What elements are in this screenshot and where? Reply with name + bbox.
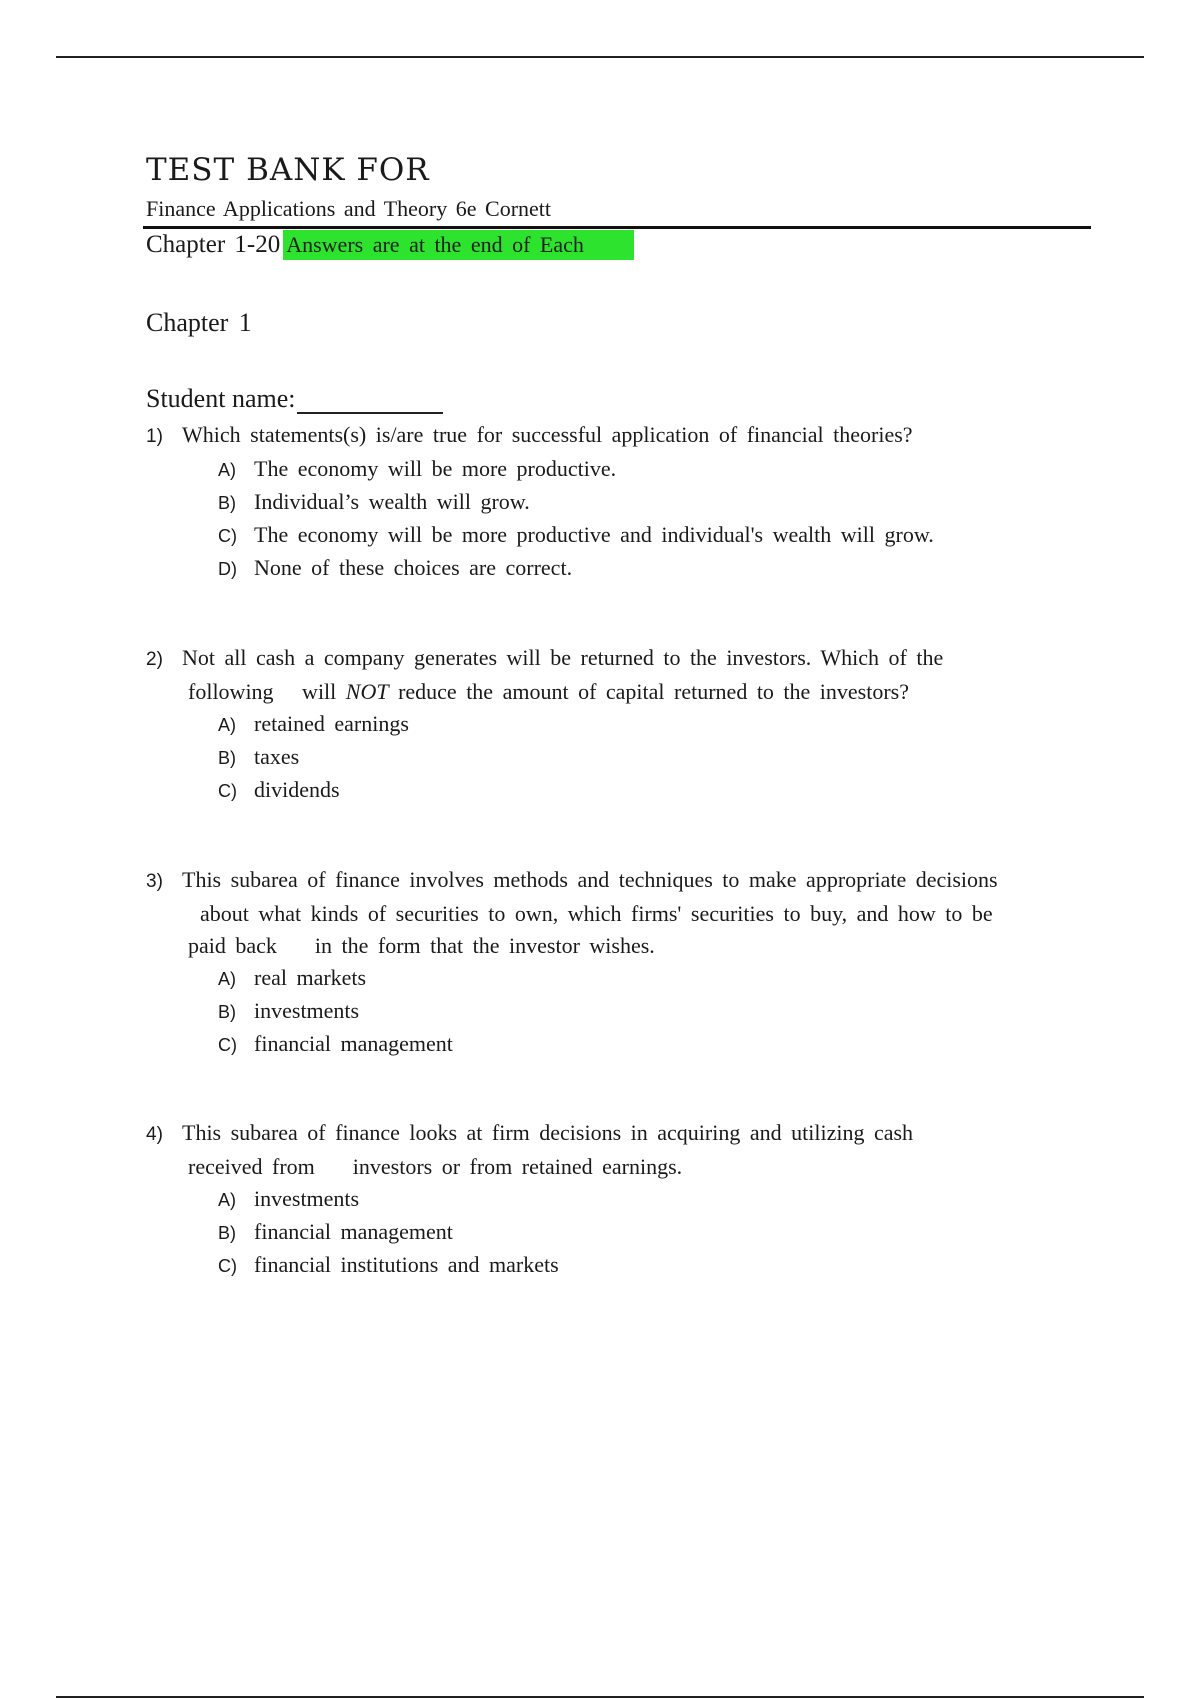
question-text: This subarea of finance involves methods and techniques to make appropriate decisions (182, 867, 998, 892)
question-number: 2) (146, 649, 163, 670)
option-text: investments (254, 1186, 360, 1211)
option-b: B) financial management (218, 1219, 453, 1244)
option-b: B) Individual’s wealth will grow. (218, 489, 530, 514)
student-name-blank (297, 386, 443, 414)
bottom-rule (56, 1696, 1144, 1698)
question-text-continued: received from investors or from retained earnings. (188, 1154, 683, 1179)
option-text: None of these choices are correct. (254, 555, 573, 580)
answer-options (218, 962, 1076, 1061)
question-text: Not all cash a company generates will be returned to the investors. Which of the (182, 645, 944, 670)
option-text: dividends (254, 777, 340, 802)
option-c: C) financial management (218, 1031, 453, 1056)
option-a: A) investments (218, 1186, 360, 1211)
question-4 (146, 1117, 1076, 1282)
option-b: B) investments (218, 998, 360, 1023)
option-c: C) dividends (218, 777, 340, 802)
option-text: The economy will be more productive. (254, 456, 617, 481)
option-text: Individual’s wealth will grow. (254, 489, 530, 514)
question-number: 4) (146, 1124, 163, 1145)
question-text: Which statements(s) is/are true for successful application of financial theories? (182, 422, 913, 447)
top-rule (56, 56, 1144, 58)
question-number: 1) (146, 426, 163, 447)
question-text-continued: following will NOT reduce the amount of capital returned to the investors? (188, 679, 910, 704)
option-text: taxes (254, 744, 300, 769)
option-text: financial institutions and markets (254, 1252, 559, 1277)
question-text-continued: about what kinds of securities to own, which firms' securities to buy, and how to be (200, 901, 993, 926)
question-3 (146, 864, 1076, 1061)
chapter-range: Chapter 1-20 (146, 231, 281, 258)
option-text: financial management (254, 1031, 453, 1056)
question-1 (146, 419, 1076, 585)
question-text: This subarea of finance looks at firm decisions in acquiring and utilizing cash (182, 1120, 914, 1145)
option-a: A) The economy will be more productive. (218, 456, 617, 481)
option-c: C) financial institutions and markets (218, 1252, 559, 1277)
option-text: financial management (254, 1219, 453, 1244)
option-text: The economy will be more productive and individual's wealth will grow. (254, 522, 934, 547)
document-header (146, 150, 1091, 261)
document-title: TEST BANK FOR (146, 152, 430, 188)
question-number: 3) (146, 871, 163, 892)
chapter-range-line (146, 229, 1091, 261)
option-c: C) The economy will be more productive and individual's wealth will grow. (218, 522, 934, 547)
answers-note-highlight: Answers are at the end of Each (283, 230, 634, 260)
answer-options (218, 708, 1076, 807)
answer-options (218, 1183, 1076, 1282)
option-a: A) retained earnings (218, 711, 409, 736)
book-subtitle: Finance Applications and Theory 6e Cornett (146, 196, 552, 221)
option-text: real markets (254, 965, 367, 990)
option-d: D) None of these choices are correct. (218, 555, 573, 580)
option-text: investments (254, 998, 360, 1023)
emphasis-not: NOT (345, 679, 389, 704)
question-2 (146, 642, 1076, 807)
question-text-continued: paid back in the form that the investor wishes. (188, 933, 655, 958)
chapter-heading: Chapter 1 (146, 308, 252, 337)
student-name-field (146, 384, 443, 414)
student-name-label: Student name: (146, 384, 296, 413)
option-a: A) real markets (218, 965, 367, 990)
option-text: retained earnings (254, 711, 409, 736)
option-b: B) taxes (218, 744, 300, 769)
answer-options (218, 453, 1076, 585)
